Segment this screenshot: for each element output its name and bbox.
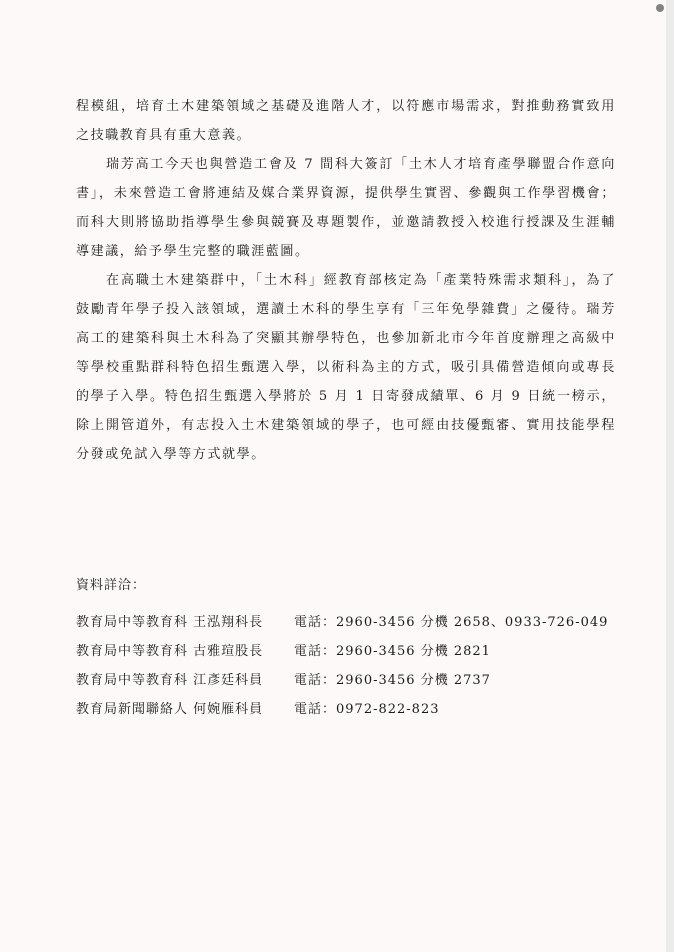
contact-person: 教育局中等教育科 古雅瑄股長 (76, 644, 264, 659)
contact-person: 教育局中等教育科 王泓翔科長 (76, 615, 264, 630)
contact-person: 教育局新聞聯絡人 何婉雁科員 (76, 702, 264, 717)
contact-phone: 電話：2960-3456 分機 2821 (294, 644, 491, 659)
paragraph-admission: 在高職土木建築群中，「土木科」經教育部核定為「產業特殊需求類科」，為了鼓勵青年學子投入該領域，選讀土木科的學生享有「三年免學雜費」之優待。瑞芳高工的建築科與土木科為了突顯其辦學特色，也參加新北市今年首度辦理之高級中等學校重點群科特色招生甄選入學，以術科為主的方式，吸引具備營造傾向或專長的學子入學。特色招生甄選入學將於 5 月 1 日寄發成績單、6 月 9 日統一榜示，除上開管道外，有志投入土木建築領域的學子，也可經由技優甄審、實用技能學程分發或免試入學等方式就學。 (76, 273, 616, 462)
contact-phone: 電話：2960-3456 分機 2658、0933-726-049 (294, 615, 609, 630)
contact-row (76, 606, 636, 635)
contact-person: 教育局中等教育科 江彥廷科員 (76, 673, 264, 688)
contact-heading: 資料詳洽： (76, 578, 147, 593)
contact-phone: 電話：2960-3456 分機 2737 (294, 673, 491, 688)
press-release-body (76, 92, 616, 469)
contact-block (76, 576, 636, 722)
scan-dot (656, 4, 664, 12)
paragraph-mou: 瑞芳高工今天也與營造工會及 7 間科大簽訂「土木人才培育產學聯盟合作意向書」，未來營造工會將連結及媒合業界資源，提供學生實習、參觀與工作學習機會；而科大則將協助指導學生參與競賽及專題製作，並邀請教授入校進行授課及生涯輔導建議，給予學生完整的職涯藍圖。 (76, 157, 616, 259)
paragraph-continuation: 程模組，培育土木建築領域之基礎及進階人才，以符應市場需求，對推動務實致用之技職教育具有重大意義。 (76, 99, 616, 143)
contact-row (76, 693, 636, 722)
contact-phone: 電話：0972-822-823 (294, 702, 440, 717)
contact-row (76, 635, 636, 664)
scan-edge (666, 0, 674, 952)
contact-row (76, 664, 636, 693)
